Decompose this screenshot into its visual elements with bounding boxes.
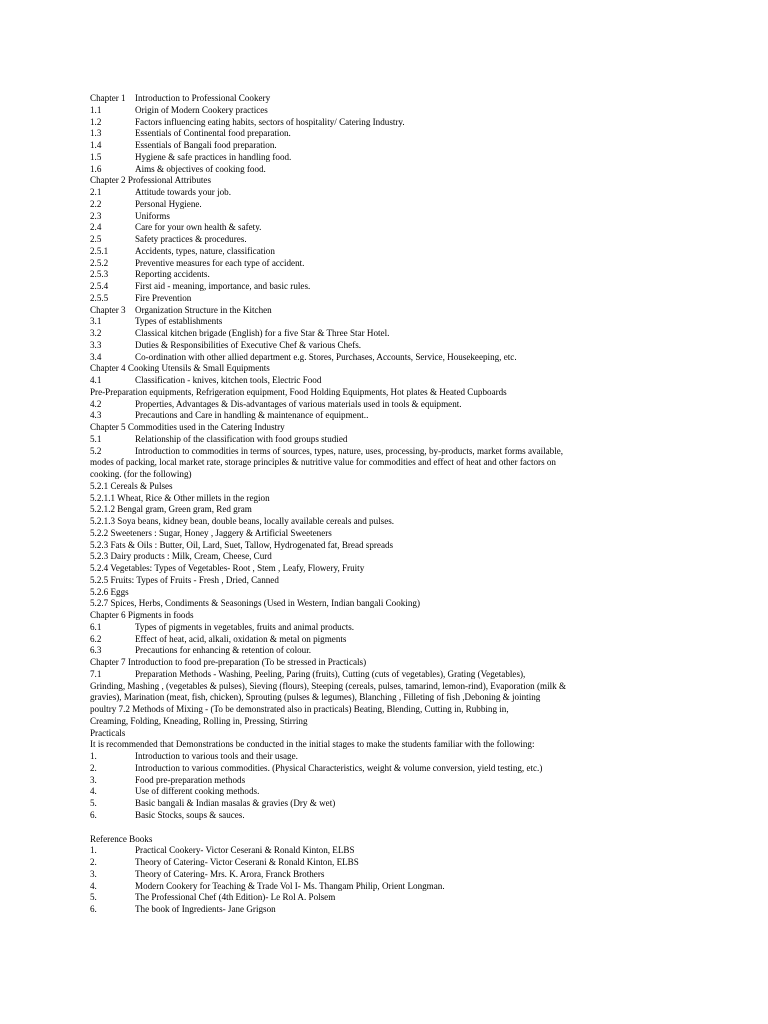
outline-line: 5.2.1.1 Wheat, Rice & Other millets in the region	[90, 492, 270, 503]
outline-line	[90, 340, 658, 352]
outline-line	[90, 269, 658, 281]
outline-line	[90, 751, 658, 763]
outline-line	[90, 786, 658, 798]
outline-line: Chapter 7 Introduction to food pre-preparation (To be stressed in Practicals)	[90, 657, 367, 667]
item-text: Accidents, types, nature, classification	[135, 245, 275, 256]
outline-line: 5.2.6 Eggs	[90, 586, 129, 597]
item-text: Preventive measures for each type of accident.	[135, 257, 305, 268]
item-number: 3.4	[90, 351, 102, 362]
outline-line: 5.2.1 Cereals & Pulses	[90, 480, 173, 491]
outline-line: Practicals	[90, 727, 126, 738]
item-number: 1.1	[90, 104, 102, 115]
item-text: Safety practices & procedures.	[135, 234, 247, 244]
outline-line: 5.2.4 Vegetables: Types of Vegetables- Root , Stem , Leafy, Flowery, Fruity	[90, 563, 365, 573]
item-text: Introduction to commodities in terms of sources, types, nature, uses, processing, by-products, market forms available,	[135, 445, 564, 456]
item-text: Organization Structure in the Kitchen	[135, 304, 272, 315]
item-text: Introduction to various tools and their usage.	[135, 751, 298, 761]
item-text: Co-ordination with other allied department e.g. Stores, Purchases, Accounts, Service, Housekeeping, etc.	[135, 351, 517, 362]
item-text: The book of Ingredients- Jane Grigson	[135, 904, 276, 914]
item-number: 2.5.5	[90, 292, 109, 303]
item-text: Basic bangali & Indian masalas & gravies (Dry & wet)	[135, 798, 336, 808]
item-text: Precautions and Care in handling & maintenance of equipment..	[135, 410, 369, 421]
item-text: Factors influencing eating habits, sectors of hospitality/ Catering Industry.	[135, 116, 405, 127]
outline-line	[90, 410, 658, 422]
item-number: 2.5.4	[90, 281, 109, 291]
item-number: 2.3	[90, 210, 102, 221]
item-number: 2.2	[90, 198, 102, 209]
item-text: The Professional Chef (4th Edition)- Le Rol A. Polsem	[135, 892, 336, 903]
item-text: Uniforms	[135, 210, 170, 221]
item-number: 7.1	[90, 668, 102, 679]
item-text: Food pre-preparation methods	[135, 774, 246, 785]
item-number: 1.	[90, 751, 97, 761]
outline-line: It is recommended that Demonstrations be conducted in the initial stages to make the students familiar with the following:	[90, 739, 535, 750]
item-number: 3.	[90, 868, 97, 879]
outline-line	[90, 140, 658, 152]
item-text: Personal Hygiene.	[135, 198, 202, 209]
outline-line: gravies), Marination (meat, fish, chicken), Sprouting (pulses & legumes), Blanching , Filleting of fish ,Deboning & jointing	[90, 692, 541, 703]
outline-line	[90, 258, 658, 270]
outline-line	[90, 857, 658, 869]
item-number: 2.5.3	[90, 269, 109, 280]
outline-line: 5.2.1.2 Bengal gram, Green gram, Red gram	[90, 504, 252, 515]
outline-line	[90, 164, 658, 176]
item-number: 2.	[90, 762, 97, 773]
outline-line	[90, 128, 658, 140]
item-text: Origin of Modern Cookery practices	[135, 104, 268, 115]
item-number: 1.	[90, 845, 97, 856]
outline-line	[90, 199, 658, 211]
item-text: Essentials of Continental food preparation.	[135, 128, 291, 139]
item-number: Chapter 1	[90, 93, 126, 103]
outline-line	[90, 845, 658, 857]
item-text: Preparation Methods - Washing, Peeling, Paring (fruits), Cutting (cuts of vegetables), Grating (Vegetables),	[135, 668, 526, 679]
outline-line: 5.2.1.3 Soya beans, kidney bean, double beans, locally available cereals and pulses.	[90, 516, 395, 526]
item-number: 2.5.1	[90, 245, 109, 256]
item-number: 6.1	[90, 621, 102, 632]
item-text: Use of different cooking methods.	[135, 786, 260, 797]
outline-line: 5.2.3 Fats & Oils : Butter, Oil, Lard, Suet, Tallow, Hydrogenated fat, Bread spreads	[90, 539, 394, 550]
item-number: 6.3	[90, 645, 102, 656]
item-number: 5.	[90, 892, 97, 903]
outline-line	[90, 892, 658, 904]
outline-line	[90, 328, 658, 340]
outline-line: Pre-Preparation equipments, Refrigeration equipment, Food Holding Equipments, Hot plates & Heated Cupboards	[90, 386, 507, 397]
outline-line	[90, 293, 658, 305]
outline-line: Chapter 5 Commodities used in the Catering Industry	[90, 422, 285, 432]
outline-line	[90, 904, 658, 916]
item-number: 2.5.2	[90, 257, 109, 268]
item-number: 3.	[90, 774, 97, 785]
outline-line	[90, 622, 658, 634]
item-text: Precautions for enhancing & retention of colour.	[135, 645, 312, 656]
outline-line	[90, 117, 658, 129]
outline-line	[90, 222, 658, 234]
item-number: 1.4	[90, 140, 102, 150]
item-text: Basic Stocks, soups & sauces.	[135, 809, 245, 820]
item-text: Effect of heat, acid, alkali, oxidation & metal on pigments	[135, 633, 347, 644]
outline-line	[90, 352, 658, 364]
outline-line: Chapter 2 Professional Attributes	[90, 175, 211, 186]
item-text: Theory of Catering- Mrs. K. Arora, Franck Brothers	[135, 868, 325, 879]
outline-line	[90, 316, 658, 328]
item-text: Classification - knives, kitchen tools, Electric Food	[135, 375, 322, 385]
outline-line: 5.2.7 Spices, Herbs, Condiments & Seasonings (Used in Western, Indian bangali Cooking)	[90, 598, 420, 609]
outline-line	[90, 798, 658, 810]
item-number: 1.5	[90, 151, 102, 162]
item-number: 4.	[90, 880, 97, 891]
outline-line	[90, 93, 658, 105]
item-number: 1.6	[90, 163, 102, 174]
item-number: 4.3	[90, 410, 102, 421]
item-number: 6.	[90, 904, 97, 914]
item-text: Types of establishments	[135, 316, 223, 327]
outline-line: 5.2.3 Dairy products : Milk, Cream, Cheese, Curd	[90, 551, 272, 562]
item-number: 1.3	[90, 128, 102, 139]
outline-line: Chapter 6 Pigments in foods	[90, 610, 194, 620]
item-number: 5.	[90, 798, 97, 808]
item-number: 5.2	[90, 445, 102, 456]
item-number: Chapter 3	[90, 304, 126, 315]
item-number: 3.3	[90, 339, 102, 350]
outline-line	[90, 434, 658, 446]
outline-line: cooking. (for the following)	[90, 469, 192, 479]
item-text: Practical Cookery- Victor Ceserani & Ronald Kinton, ELBS	[135, 845, 355, 856]
outline-line	[90, 281, 658, 293]
outline-line: 5.2.5 Fruits: Types of Fruits - Fresh , Dried, Canned	[90, 574, 279, 585]
outline-line	[90, 810, 658, 822]
item-number: 2.5	[90, 234, 102, 244]
syllabus-document	[90, 93, 658, 916]
outline-line	[90, 152, 658, 164]
outline-line	[90, 645, 658, 657]
item-text: Aims & objectives of cooking food.	[135, 163, 266, 174]
outline-line	[90, 669, 658, 681]
item-text: Relationship of the classification with food groups studied	[135, 433, 348, 444]
outline-line	[90, 775, 658, 787]
item-text: Care for your own health & safety.	[135, 222, 262, 233]
item-number: 3.1	[90, 316, 102, 327]
outline-line	[90, 305, 658, 317]
item-number: 2.1	[90, 187, 102, 197]
outline-line: Reference Books	[90, 833, 153, 844]
item-text: Reporting accidents.	[135, 269, 210, 280]
outline-line: modes of packing, local market rate, storage principles & nutritive value for commodities and effect of heat and other factors on	[90, 457, 556, 468]
item-text: Duties & Responsibilities of Executive Chef & various Chefs.	[135, 339, 362, 350]
outline-line	[90, 869, 658, 881]
item-text: Introduction to various commodities. (Physical Characteristics, weight & volume conversion, yield testing, etc.)	[135, 762, 543, 773]
item-text: Classical kitchen brigade (English) for a five Star & Three Star Hotel.	[135, 328, 390, 338]
item-number: 4.	[90, 786, 97, 797]
outline-line	[90, 446, 658, 458]
outline-line	[90, 881, 658, 893]
outline-line	[90, 211, 658, 223]
item-number: 2.	[90, 857, 97, 867]
item-text: Modern Cookery for Teaching & Trade Vol I- Ms. Thangam Philip, Orient Longman.	[135, 880, 445, 891]
section-gap	[90, 822, 658, 834]
outline-line	[90, 105, 658, 117]
outline-line	[90, 187, 658, 199]
item-text: Essentials of Bangali food preparation.	[135, 140, 277, 150]
outline-line	[90, 234, 658, 246]
item-number: 6.2	[90, 633, 102, 644]
outline-line: poultry 7.2 Methods of Mixing - (To be demonstrated also in practicals) Beating, Blending, Cutting in, Rubbing in,	[90, 704, 509, 714]
item-number: 4.1	[90, 375, 102, 385]
item-text: Introduction to Professional Cookery	[135, 93, 271, 103]
item-text: Properties, Advantages & Dis-advantages of various materials used in tools & equipment.	[135, 398, 462, 409]
item-number: 3.2	[90, 328, 102, 338]
outline-line	[90, 399, 658, 411]
outline-line: 5.2.2 Sweeteners : Sugar, Honey , Jaggery & Artificial Sweeteners	[90, 527, 332, 538]
item-text: Hygiene & safe practices in handling food.	[135, 151, 292, 162]
item-text: Fire Prevention	[135, 292, 192, 303]
outline-line	[90, 246, 658, 258]
item-number: 1.2	[90, 116, 102, 127]
item-number: 5.1	[90, 433, 102, 444]
item-text: Types of pigments in vegetables, fruits and animal products.	[135, 621, 355, 632]
item-number: 6.	[90, 809, 97, 820]
item-text: Attitude towards your job.	[135, 187, 231, 197]
outline-line: Chapter 4 Cooking Utensils & Small Equipments	[90, 363, 270, 374]
item-text: Theory of Catering- Victor Ceserani & Ronald Kinton, ELBS	[135, 857, 359, 867]
outline-line: Grinding, Mashing , (vegetables & pulses), Sieving (flours), Steeping (cereals, pulses, tamarind, lemon-rind), Evaporation (milk &	[90, 680, 567, 691]
item-number: 2.4	[90, 222, 102, 233]
item-text: First aid - meaning, importance, and basic rules.	[135, 281, 311, 291]
outline-line	[90, 634, 658, 646]
outline-line	[90, 763, 658, 775]
item-number: 4.2	[90, 398, 102, 409]
outline-line: Creaming, Folding, Kneading, Rolling in, Pressing, Stirring	[90, 715, 308, 726]
outline-line	[90, 375, 658, 387]
